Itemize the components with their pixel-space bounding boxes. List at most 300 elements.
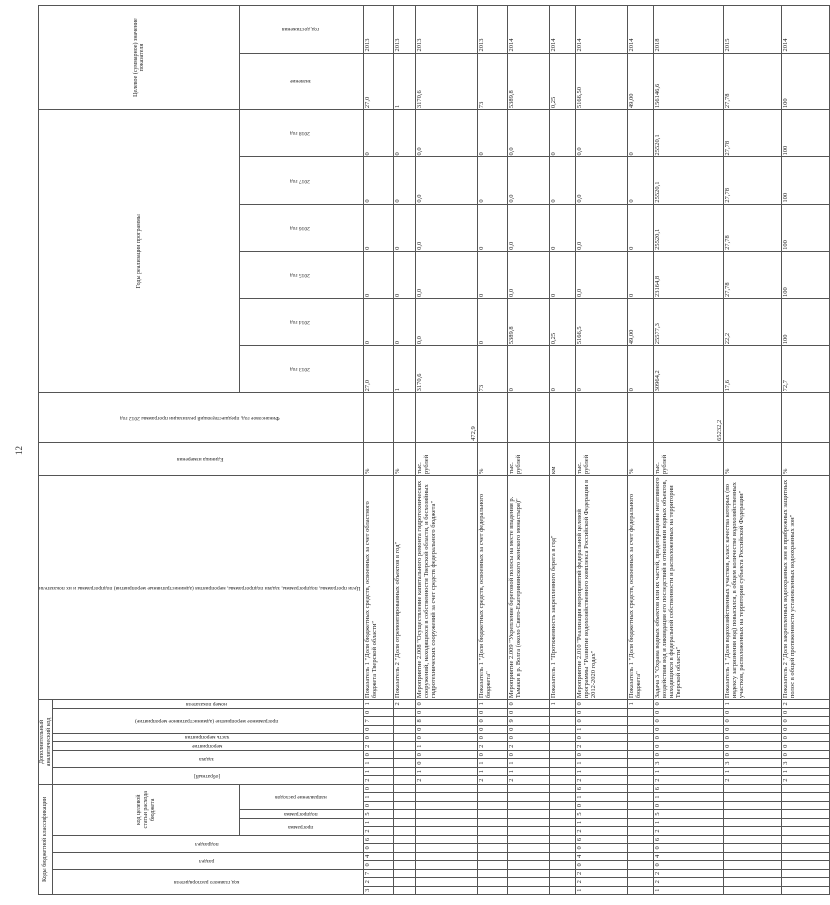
row-year-value: 0 [363,110,393,157]
row-fin-fact [575,393,627,443]
code-digit: 0 [415,708,477,716]
row-target-year: 2014 [627,6,653,54]
code-digit [781,869,829,877]
row-target-value: 5389,8 [507,53,549,110]
row-year-value: 0,0 [575,251,627,298]
code-digit [549,759,575,767]
row-fin-fact [393,393,415,443]
code-digit [393,784,415,793]
row-year-value: 23164,8 [653,251,723,298]
row-target-year: 2014 [781,6,829,54]
row-year-value: 0 [477,299,507,346]
code-digit [393,827,415,835]
row-target-year: 2013 [393,6,415,54]
code-digit [723,861,781,869]
row-year-value: 100 [781,204,829,251]
code-digit: 0 [575,750,627,758]
code-digit [507,801,549,809]
header-year-2017: 2017 год [290,177,311,184]
code-digit [393,725,415,733]
row-year-value: 25520,1 [653,204,723,251]
row-target-year: 2014 [575,6,627,54]
row-year-value: 0 [575,346,627,393]
code-digit: 0 [575,708,627,716]
row-year-value: 27,78 [723,251,781,298]
row-year-value: 0 [549,346,575,393]
code-digit: 0 [477,717,507,725]
header-year-2014-cell [240,299,364,346]
code-digit [393,835,415,843]
code-digit: 2 [653,878,723,886]
row-year-value: 0 [507,346,549,393]
header-fin-fact: Финансовое год, предшествующий реализации программы 2012 год [119,414,280,421]
header-year-2016: 2016 год [290,224,311,231]
code-digit: 9 [507,717,549,725]
row-target-value: 73 [477,53,507,110]
code-digit [393,861,415,869]
code-digit [627,750,653,758]
header-event-part: часть мероприятия [184,734,229,741]
row-unit: тыс. рублей [415,442,477,475]
row-fin-fact: 65232,2 [653,393,723,443]
code-digit: 0 [723,717,781,725]
table-row [477,6,507,895]
row-year-value: 27,0 [363,346,393,393]
code-digit: 1 [363,759,393,767]
table-row [575,6,627,895]
code-digit [781,801,829,809]
row-year-value: 0 [363,299,393,346]
row-target-value: 0,25 [549,53,575,110]
code-digit [507,827,549,835]
code-digit: 0 [415,750,477,758]
code-digit [393,717,415,725]
code-digit: 0 [415,725,477,733]
code-digit [477,818,507,826]
code-digit: 1 [363,700,393,709]
code-digit: 0 [363,784,393,793]
header-year-2013: 2013 год [290,366,311,373]
code-digit [781,878,829,886]
code-digit [507,844,549,852]
code-digit [415,793,477,801]
code-digit [507,886,549,894]
code-digit [549,827,575,835]
row-year-value: 0 [393,251,415,298]
row-year-value: 0,0 [415,157,477,204]
row-year-value: 100 [781,299,829,346]
header-pp-event: программное мероприятие (административное мероприятие) [135,717,279,724]
code-digit: 1 [477,759,507,767]
code-digit [781,827,829,835]
row-year-value: 0 [627,346,653,393]
code-digit: 0 [723,725,781,733]
row-name: Показатель 2 "Доля отремонтированных объектов в год" [393,475,415,699]
row-name: Показатель 1 "Доля бюджетных средств, освоенных за счет областного бюджета Тверской области" [363,475,393,699]
table-row [507,6,549,895]
code-digit: 6 [363,835,393,843]
code-digit [415,886,477,894]
header-admin-code: код главного распорядителя [174,878,240,885]
row-target-year: 2014 [507,6,549,54]
code-digit [415,810,477,818]
row-year-value: 0 [393,157,415,204]
code-digit [393,869,415,877]
code-digit: 1 [477,767,507,775]
row-target-year: 2018 [653,6,723,54]
code-digit [507,852,549,860]
header-direction-cell [240,784,364,809]
code-digit [627,759,653,767]
code-digit [549,776,575,784]
code-digit: 2 [575,776,627,784]
row-year-value: 27,78 [723,157,781,204]
code-digit: 2 [653,869,723,877]
row-year-value: 25520,1 [653,110,723,157]
header-name-cell [39,475,364,699]
code-digit [627,861,653,869]
row-year-value: 0 [477,204,507,251]
code-digit [507,878,549,886]
row-unit: % [627,442,653,475]
row-year-value: 0 [477,157,507,204]
header-target-year: год достижения [281,26,319,33]
row-name: Задача 3 "Охрана водных объектов или их частей, предотвращение негативного воздействия вод и ликвидация его последствий в отношении водных объектов, находящихся в федеральной собственности и расположенных на территории Тверской области" [653,475,723,699]
row-year-value: 0,0 [415,299,477,346]
code-digit [393,844,415,852]
code-digit [549,725,575,733]
code-digit [415,869,477,877]
code-digit: 0 [575,861,627,869]
row-year-value: 0,25 [549,299,575,346]
code-digit: 1 [723,700,781,709]
code-digit: 2 [723,776,781,784]
header-target-expense: код целевой статьи расхода бюджета [53,784,240,835]
code-digit [627,767,653,775]
code-digit: 3 [723,759,781,767]
row-target-value: 5166,50 [575,53,627,110]
code-digit: 2 [363,742,393,750]
row-year-value: 0 [549,110,575,157]
code-digit: 0 [781,734,829,742]
code-digit: 2 [507,776,549,784]
row-year-value: 25520,1 [653,157,723,204]
code-digit: 2 [575,827,627,835]
row-year-value: 72,7 [781,346,829,393]
row-fin-fact [507,393,549,443]
row-year-value: 25577,3 [653,299,723,346]
row-unit: тыс. рублей [653,442,723,475]
code-digit: 0 [363,734,393,742]
row-unit: % [477,442,507,475]
program-table [38,5,830,895]
code-digit [393,767,415,775]
row-year-value: 0 [627,110,653,157]
code-digit [415,878,477,886]
row-year-value: 0,0 [575,157,627,204]
header-target-year-cell [240,6,364,54]
code-digit [507,793,549,801]
code-digit [549,861,575,869]
code-digit: 0 [415,734,477,742]
row-year-value: 0,0 [575,110,627,157]
code-digit [781,784,829,793]
code-digit: 1 [507,767,549,775]
code-digit: 1 [575,725,627,733]
code-digit [507,835,549,843]
row-fin-fact [363,393,393,443]
table-row [415,6,477,895]
code-digit: 0 [477,708,507,716]
row-year-value: 5166,5 [575,299,627,346]
code-digit [477,810,507,818]
code-digit [549,708,575,716]
code-digit [477,886,507,894]
code-digit: 0 [575,700,627,709]
code-digit: 1 [415,767,477,775]
row-year-value: 3170,6 [415,346,477,393]
header-event-part-cell [53,734,364,742]
code-digit [393,801,415,809]
code-digit: 2 [363,878,393,886]
header-fin-fact-cell [39,393,364,443]
code-digit: 1 [363,767,393,775]
code-digit: 1 [575,793,627,801]
code-digit: 0 [507,725,549,733]
row-year-value: 22,2 [723,299,781,346]
header-year-2018: 2018 год [290,130,311,137]
code-digit: 0 [723,742,781,750]
code-digit [781,818,829,826]
code-digit [393,852,415,860]
row-target-year: 2013 [415,6,477,54]
header-subprogram-cell [240,810,364,818]
code-digit: 1 [575,767,627,775]
row-unit: тыс. рублей [575,442,627,475]
code-digit: 2 [575,742,627,750]
code-digit: 0 [507,700,549,709]
row-fin-fact [781,393,829,443]
code-digit [627,708,653,716]
header-year-2014: 2014 год [290,319,311,326]
code-digit: 2 [653,827,723,835]
row-unit: % [781,442,829,475]
code-digit [477,844,507,852]
code-digit [549,869,575,877]
code-digit: 1 [507,759,549,767]
row-fin-fact: 472,9 [415,393,477,443]
row-year-value: 0 [549,204,575,251]
code-digit: 0 [781,742,829,750]
code-digit: 0 [781,750,829,758]
row-name: Показатель 2 "Доля закрепленных водоохранных зон и прибрежных защитных полос в общей протяженности установленных водоохранных зон" [781,475,829,699]
code-digit: 1 [653,886,723,894]
code-digit: 0 [723,734,781,742]
code-digit: 6 [653,784,723,793]
header-budget-codes: Коды бюджетной классификации [39,784,53,894]
row-year-value: 0,0 [415,204,477,251]
code-digit: 0 [363,708,393,716]
table-row [549,6,575,895]
code-digit [477,827,507,835]
row-name: Показатель 1 "Доля бюджетных средств, освоенных за счет федерального бюджета" [627,475,653,699]
row-name: Показатель 1 "Доля бюджетных средств, освоенных за счет федерального бюджета" [477,475,507,699]
code-digit: 4 [363,852,393,860]
table-row [723,6,781,895]
code-digit: 7 [363,869,393,877]
code-digit [415,844,477,852]
header-target-value: значение [289,78,311,85]
code-digit [781,810,829,818]
header-years-group: Годы реализации программы [39,110,240,393]
code-digit: 0 [477,725,507,733]
header-name: Цели программы, подпрограммы, задачи подпрограммы, мероприятия (административные мероприятия) подпрограммы и их показатели [39,584,361,591]
header-extra-code: Дополнительный аналитический код [39,700,53,785]
row-target-year: 2015 [723,6,781,54]
code-digit [723,852,781,860]
code-digit [415,801,477,809]
code-digit [781,835,829,843]
code-digit: 8 [415,717,477,725]
code-digit: 1 [653,767,723,775]
code-digit [723,844,781,852]
code-digit: 4 [653,852,723,860]
header-event: мероприятие [191,742,222,749]
code-digit: 4 [575,852,627,860]
row-name: Показатель 1 "Протяженность закрепленного берега в год" [549,475,575,699]
header-target-group: Целевое (суммарное) значение показателя [39,6,240,110]
code-digit: 0 [575,801,627,809]
header-task-cell [53,750,364,767]
code-digit [627,852,653,860]
code-digit: 0 [363,725,393,733]
code-digit: 0 [653,750,723,758]
code-digit [627,734,653,742]
code-digit: 2 [477,776,507,784]
row-unit: тыс. рублей [507,442,549,475]
header-year-2015: 2015 год [290,271,311,278]
row-year-value: 0,0 [575,204,627,251]
header-task: задача [199,755,215,762]
table-row [363,6,393,895]
code-digit [723,878,781,886]
code-digit: 6 [575,784,627,793]
code-digit: 2 [781,700,829,709]
header-admin-code-cell [53,869,364,894]
code-digit [549,750,575,758]
header-subprogram: подпрограмма [283,810,318,817]
code-digit [507,861,549,869]
code-digit [781,861,829,869]
header-direction: направление расходов [274,794,327,801]
code-digit: 1 [363,793,393,801]
code-digit [627,818,653,826]
code-digit [393,793,415,801]
row-year-value: 0 [627,251,653,298]
header-subsection: подраздел [194,840,219,847]
row-target-year: 2013 [363,6,393,54]
code-digit [477,784,507,793]
code-digit [627,801,653,809]
code-digit [627,742,653,750]
code-digit: 0 [781,725,829,733]
table-row [781,6,829,895]
code-digit: 6 [653,835,723,843]
row-name: Мероприятие 2.008 "Осуществление капитального ремонта гидротехнических сооружений, находящихся в собственности Тверской области, и бесхозяйных гидротехнических сооружений за счет средств федерального бюджета" [415,475,477,699]
code-digit: 0 [477,750,507,758]
code-digit [627,810,653,818]
header-target-value-cell [240,53,364,110]
row-unit: % [393,442,415,475]
code-digit [549,878,575,886]
code-digit: 2 [363,827,393,835]
code-digit: 2 [575,869,627,877]
code-digit [393,759,415,767]
code-digit: 1 [549,700,575,709]
code-digit: 1 [723,767,781,775]
row-fin-fact [549,393,575,443]
code-digit: 3 [781,759,829,767]
code-digit: 2 [507,742,549,750]
code-digit [415,835,477,843]
code-digit [549,784,575,793]
row-target-value: 156146,6 [653,53,723,110]
code-digit: 0 [653,717,723,725]
code-digit [549,793,575,801]
code-digit [549,734,575,742]
code-digit [627,784,653,793]
code-digit: 1 [653,793,723,801]
header-indicator-no-cell [53,700,364,709]
code-digit: 0 [507,734,549,742]
row-year-value: 0 [393,299,415,346]
header-section: раздел [199,857,215,864]
header-additional-cell [53,767,364,784]
code-digit [415,861,477,869]
row-year-value: 0,0 [507,110,549,157]
code-digit: 0 [653,708,723,716]
code-digit: 0 [653,801,723,809]
code-digit [723,784,781,793]
code-digit [627,793,653,801]
code-digit: 1 [653,818,723,826]
code-digit [549,810,575,818]
code-digit [477,801,507,809]
row-target-year: 2014 [549,6,575,54]
row-target-value: 49,00 [627,53,653,110]
code-digit [415,818,477,826]
row-year-value: 0 [627,157,653,204]
row-year-value: 0 [549,251,575,298]
code-digit [393,750,415,758]
row-unit: % [723,442,781,475]
code-digit: 0 [363,750,393,758]
code-digit: 0 [415,700,477,709]
code-digit [507,869,549,877]
row-year-value: 0 [549,157,575,204]
code-digit [477,835,507,843]
row-target-value: 3170,6 [415,53,477,110]
header-year-2017-cell [240,157,364,204]
header-unit: Единица измерения [176,455,223,462]
code-digit [477,793,507,801]
row-year-value: 73 [477,346,507,393]
row-name: Показатель 1 "Доля водохозяйственных участков, класс качества которых (по индексу загрязнения вод) повысился, в общем количестве водохозяйственных участков, расположенных на территории субъекта Российской Федерации" [723,475,781,699]
code-digit: 1 [627,700,653,709]
code-digit [393,734,415,742]
code-digit: 0 [653,742,723,750]
row-fin-fact [477,393,507,443]
